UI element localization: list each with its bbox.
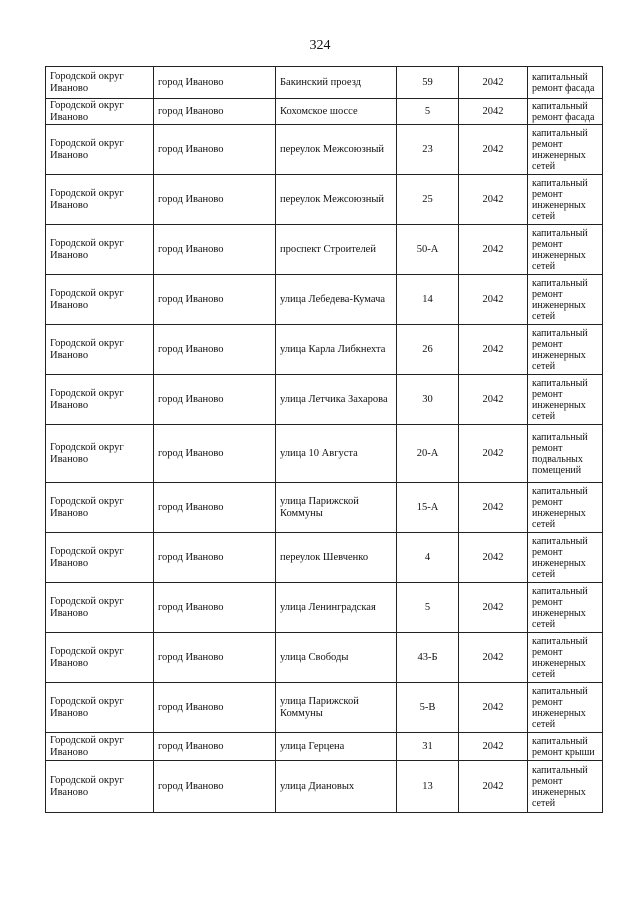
year-cell: 2042 xyxy=(459,67,528,99)
street-cell: улица Парижской Коммуны xyxy=(276,483,397,533)
table-row xyxy=(46,583,603,633)
district-cell: Городской округ Иваново xyxy=(46,99,154,125)
table-row xyxy=(46,761,603,813)
street-cell: переулок Межсоюзный xyxy=(276,175,397,225)
district-cell: Городской округ Иваново xyxy=(46,325,154,375)
year-cell: 2042 xyxy=(459,375,528,425)
street-cell: Кохомское шоссе xyxy=(276,99,397,125)
work-type-cell: капитальный ремонт инженерных сетей xyxy=(528,761,603,813)
table-row xyxy=(46,125,603,175)
work-type-cell: капитальный ремонт инженерных сетей xyxy=(528,533,603,583)
city-cell: город Иваново xyxy=(154,67,276,99)
street-cell: улица 10 Августа xyxy=(276,425,397,483)
work-type-cell: капитальный ремонт инженерных сетей xyxy=(528,633,603,683)
year-cell: 2042 xyxy=(459,425,528,483)
city-cell: город Иваново xyxy=(154,125,276,175)
street-cell: переулок Шевченко xyxy=(276,533,397,583)
city-cell: город Иваново xyxy=(154,683,276,733)
work-type-cell: капитальный ремонт инженерных сетей xyxy=(528,125,603,175)
house-number-cell: 13 xyxy=(397,761,459,813)
district-cell: Городской округ Иваново xyxy=(46,125,154,175)
house-number-cell: 25 xyxy=(397,175,459,225)
street-cell: улица Ленинградская xyxy=(276,583,397,633)
year-cell: 2042 xyxy=(459,275,528,325)
work-type-cell: капитальный ремонт инженерных сетей xyxy=(528,583,603,633)
district-cell: Городской округ Иваново xyxy=(46,375,154,425)
year-cell: 2042 xyxy=(459,483,528,533)
district-cell: Городской округ Иваново xyxy=(46,225,154,275)
house-number-cell: 20-А xyxy=(397,425,459,483)
city-cell: город Иваново xyxy=(154,275,276,325)
city-cell: город Иваново xyxy=(154,425,276,483)
city-cell: город Иваново xyxy=(154,583,276,633)
street-cell: переулок Межсоюзный xyxy=(276,125,397,175)
work-type-cell: капитальный ремонт инженерных сетей xyxy=(528,175,603,225)
house-number-cell: 23 xyxy=(397,125,459,175)
city-cell: город Иваново xyxy=(154,533,276,583)
year-cell: 2042 xyxy=(459,583,528,633)
street-cell: улица Свободы xyxy=(276,633,397,683)
district-cell: Городской округ Иваново xyxy=(46,425,154,483)
house-number-cell: 31 xyxy=(397,733,459,761)
work-type-cell: капитальный ремонт инженерных сетей xyxy=(528,483,603,533)
year-cell: 2042 xyxy=(459,761,528,813)
work-type-cell: капитальный ремонт инженерных сетей xyxy=(528,225,603,275)
district-cell: Городской округ Иваново xyxy=(46,683,154,733)
work-type-cell: капитальный ремонт подвальных помещений xyxy=(528,425,603,483)
table-row xyxy=(46,275,603,325)
street-cell: улица Парижской Коммуны xyxy=(276,683,397,733)
year-cell: 2042 xyxy=(459,733,528,761)
house-number-cell: 30 xyxy=(397,375,459,425)
district-cell: Городской округ Иваново xyxy=(46,533,154,583)
table-row xyxy=(46,175,603,225)
house-number-cell: 5-В xyxy=(397,683,459,733)
district-cell: Городской округ Иваново xyxy=(46,761,154,813)
year-cell: 2042 xyxy=(459,175,528,225)
city-cell: город Иваново xyxy=(154,99,276,125)
city-cell: город Иваново xyxy=(154,225,276,275)
house-number-cell: 43-Б xyxy=(397,633,459,683)
city-cell: город Иваново xyxy=(154,633,276,683)
table-row xyxy=(46,533,603,583)
street-cell: улица Летчика Захарова xyxy=(276,375,397,425)
year-cell: 2042 xyxy=(459,99,528,125)
table-row xyxy=(46,67,603,99)
district-cell: Городской округ Иваново xyxy=(46,275,154,325)
page-number: 324 xyxy=(309,38,331,53)
house-number-cell: 26 xyxy=(397,325,459,375)
work-type-cell: капитальный ремонт фасада xyxy=(528,67,603,99)
house-number-cell: 5 xyxy=(397,583,459,633)
table-row xyxy=(46,633,603,683)
year-cell: 2042 xyxy=(459,125,528,175)
work-type-cell: капитальный ремонт инженерных сетей xyxy=(528,375,603,425)
table-row xyxy=(46,483,603,533)
city-cell: город Иваново xyxy=(154,761,276,813)
work-type-cell: капитальный ремонт фасада xyxy=(528,99,603,125)
city-cell: город Иваново xyxy=(154,375,276,425)
house-number-cell: 4 xyxy=(397,533,459,583)
table-row xyxy=(46,225,603,275)
street-cell: проспект Строителей xyxy=(276,225,397,275)
table-row xyxy=(46,425,603,483)
work-type-cell: капитальный ремонт крыши xyxy=(528,733,603,761)
year-cell: 2042 xyxy=(459,533,528,583)
work-type-cell: капитальный ремонт инженерных сетей xyxy=(528,683,603,733)
house-number-cell: 15-А xyxy=(397,483,459,533)
house-number-cell: 5 xyxy=(397,99,459,125)
year-cell: 2042 xyxy=(459,683,528,733)
table-row xyxy=(46,99,603,125)
house-number-cell: 59 xyxy=(397,67,459,99)
city-cell: город Иваново xyxy=(154,483,276,533)
city-cell: город Иваново xyxy=(154,325,276,375)
city-cell: город Иваново xyxy=(154,733,276,761)
street-cell: улица Лебедева-Кумача xyxy=(276,275,397,325)
street-cell: улица Диановых xyxy=(276,761,397,813)
street-cell: улица Карла Либкнехта xyxy=(276,325,397,375)
year-cell: 2042 xyxy=(459,633,528,683)
table-row xyxy=(46,325,603,375)
city-cell: город Иваново xyxy=(154,175,276,225)
repair-schedule-table xyxy=(45,66,603,813)
district-cell: Городской округ Иваново xyxy=(46,633,154,683)
street-cell: Бакинский проезд xyxy=(276,67,397,99)
district-cell: Городской округ Иваново xyxy=(46,733,154,761)
year-cell: 2042 xyxy=(459,325,528,375)
table-row xyxy=(46,375,603,425)
district-cell: Городской округ Иваново xyxy=(46,583,154,633)
district-cell: Городской округ Иваново xyxy=(46,175,154,225)
work-type-cell: капитальный ремонт инженерных сетей xyxy=(528,325,603,375)
work-type-cell: капитальный ремонт инженерных сетей xyxy=(528,275,603,325)
district-cell: Городской округ Иваново xyxy=(46,483,154,533)
table-row xyxy=(46,733,603,761)
table-row xyxy=(46,683,603,733)
street-cell: улица Герцена xyxy=(276,733,397,761)
house-number-cell: 14 xyxy=(397,275,459,325)
year-cell: 2042 xyxy=(459,225,528,275)
district-cell: Городской округ Иваново xyxy=(46,67,154,99)
house-number-cell: 50-А xyxy=(397,225,459,275)
